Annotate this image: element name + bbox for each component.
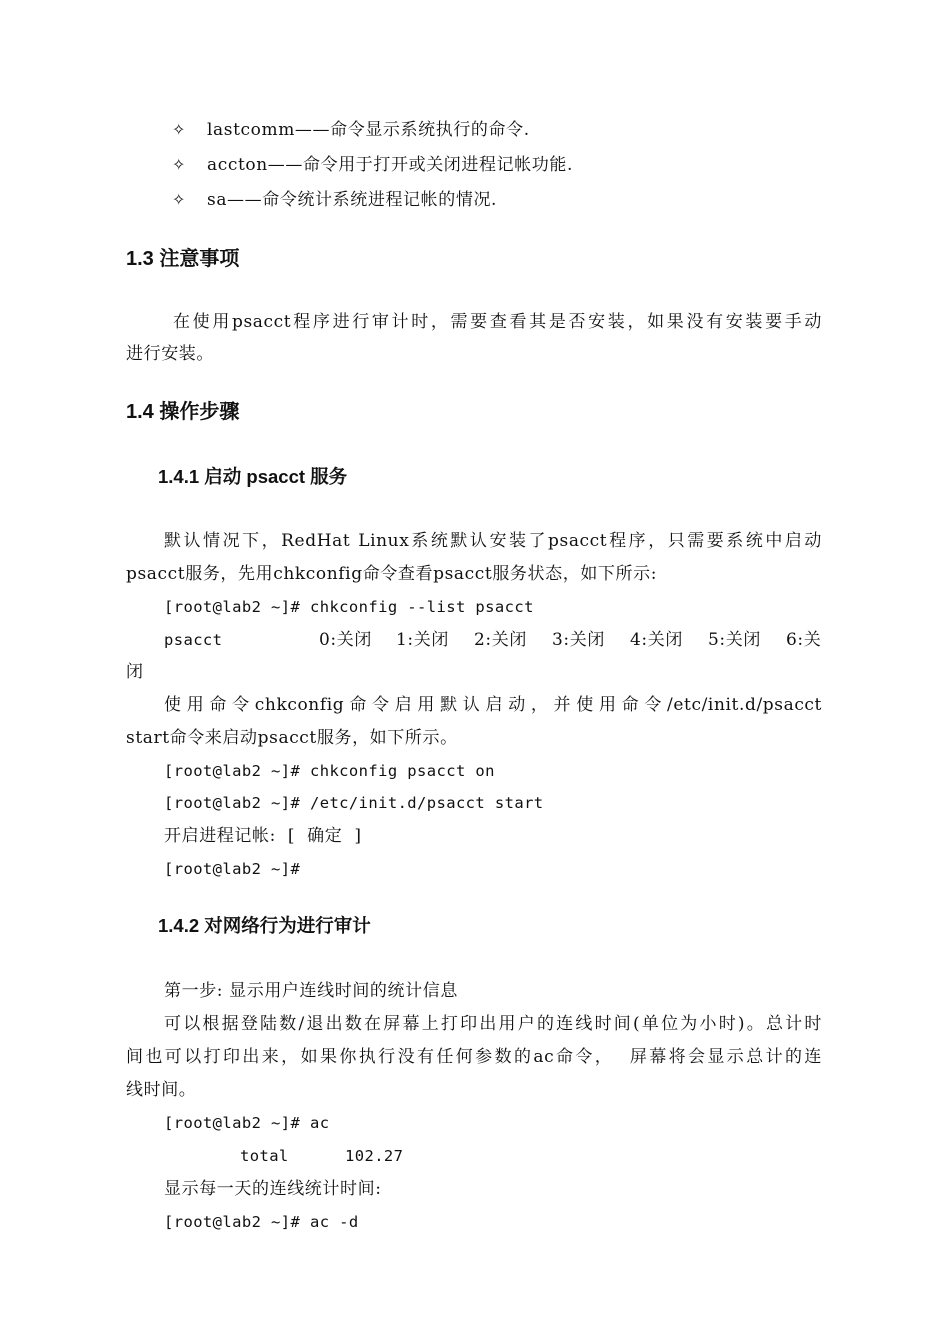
subsection-heading-1-4-1: 1.4.1 启动 psacct 服务	[158, 466, 348, 487]
command-line: [root@lab2 ~]#	[164, 860, 301, 878]
paragraph-1-4-1-line-4: start命令来启动psacct服务，如下所示。	[126, 728, 458, 748]
bullet-text-lastcomm: lastcomm——命令显示系统执行的命令.	[207, 120, 530, 140]
command-line: [root@lab2 ~]# ac	[164, 1114, 330, 1132]
subsection-heading-1-4-2: 1.4.2 对网络行为进行审计	[158, 915, 371, 936]
section-heading-1-4: 1.4 操作步骤	[126, 401, 240, 423]
paragraph-1-4-1-line-2: psacct服务，先用chkconfig命令查看psacct服务状态，如下所示:	[126, 564, 658, 584]
service-name: psacct	[164, 631, 223, 649]
total-label: total	[240, 1147, 289, 1165]
paragraph-1-4-2-line-4: 显示每一天的连线统计时间:	[164, 1179, 382, 1199]
command-line: [root@lab2 ~]# chkconfig psacct on	[164, 762, 495, 780]
command-line: [root@lab2 ~]# /etc/init.d/psacct start	[164, 794, 544, 812]
runlevel-status: 4:关闭	[630, 630, 683, 650]
paragraph-1-4-2-line-1: 可以根据登陆数/退出数在屏幕上打印出用户的连线时间(单位为小时)。总计时	[164, 1014, 822, 1034]
total-value: 102.27	[345, 1147, 404, 1165]
paragraph-1-3-line-2: 进行安装。	[126, 344, 214, 364]
runlevel-status: 5:关闭	[708, 630, 761, 650]
bullet-text-sa: sa——命令统计系统进程记帐的情况.	[207, 190, 498, 210]
diamond-bullet-icon: ✧	[172, 155, 186, 174]
paragraph-1-4-1-line-3: 使用命令chkconfig命令启用默认启动，并使用命令/etc/init.d/psacct	[164, 695, 822, 715]
runlevel-status: 6:关	[786, 630, 822, 650]
command-line: [root@lab2 ~]# chkconfig --list psacct	[164, 598, 534, 616]
section-heading-1-3: 1.3 注意事项	[126, 248, 240, 270]
command-line: [root@lab2 ~]# ac -d	[164, 1213, 359, 1231]
runlevel-status: 2:关闭	[474, 630, 527, 650]
runlevel-status: 1:关闭	[396, 630, 449, 650]
diamond-bullet-icon: ✧	[172, 190, 186, 209]
paragraph-1-4-2-line-3: 线时间。	[126, 1080, 197, 1100]
step-label: 第一步: 显示用户连线时间的统计信息	[164, 981, 458, 1001]
paragraph-1-4-2-line-2: 间也可以打印出来，如果你执行没有任何参数的ac命令， 屏幕将会显示总计的连	[126, 1047, 822, 1067]
bullet-text-accton: accton——命令用于打开或关闭进程记帐功能.	[207, 155, 573, 175]
command-output: 开启进程记帐: [ 确定 ]	[164, 826, 362, 846]
service-status-wrap: 闭	[126, 662, 144, 682]
runlevel-status: 3:关闭	[552, 630, 605, 650]
diamond-bullet-icon: ✧	[172, 120, 186, 139]
paragraph-1-3-line-1: 在使用psacct程序进行审计时，需要查看其是否安装，如果没有安装要手动	[173, 312, 822, 332]
paragraph-1-4-1-line-1: 默认情况下，RedHat Linux系统默认安装了psacct程序，只需要系统中启动	[164, 531, 822, 551]
runlevel-status: 0:关闭	[319, 630, 372, 650]
